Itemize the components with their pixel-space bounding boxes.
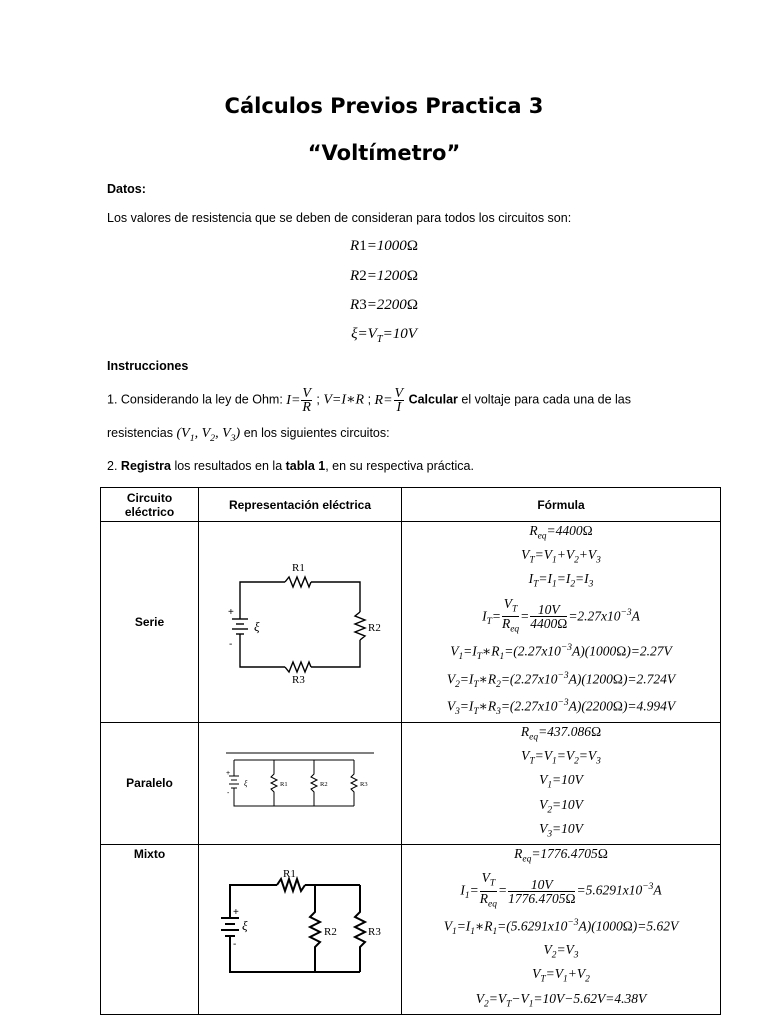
row-label-paralelo: Paralelo bbox=[101, 723, 199, 845]
table-header-row bbox=[101, 488, 721, 522]
table-row-mixto bbox=[101, 844, 721, 1014]
formula-line: $V_3=I_T∗R_3=(2.27x10^{-3}A)(2200\Omega)=4.994V$ bbox=[446, 698, 676, 718]
formula-line: $I_T=$ $\frac{V_T}{R_{eq}}$ = $\frac{10V}{4400\Omega}$ $=2.27x10^{-3}A$ bbox=[482, 595, 640, 635]
circuit-mixto-cell bbox=[199, 844, 402, 1014]
header-representacion: Representación eléctrica bbox=[199, 488, 402, 522]
mixed-circuit-diagram bbox=[215, 867, 385, 992]
header-formula: Fórmula bbox=[402, 488, 721, 522]
formula-line: $V_T=V_1+V_2$ bbox=[532, 966, 590, 986]
step-2-bold-2: tabla 1 bbox=[285, 459, 326, 473]
step-2-suffix: , en su respectiva práctica. bbox=[325, 459, 474, 473]
formula-line: $V_2=V_T-V_1=10V-5.62V=4.38V$ bbox=[475, 990, 647, 1010]
mixed-r2-label: R2 bbox=[324, 925, 337, 938]
formula-line: $V_T=V_1=V_2=V_3$ bbox=[521, 748, 601, 767]
formula-line: $I_T=I_1=I_2=I_3$ bbox=[528, 571, 594, 591]
row-label-mixto: Mixto bbox=[101, 844, 199, 1014]
step-1-line2-prefix: resistencias bbox=[107, 426, 173, 440]
parallel-r3-label: R3 bbox=[360, 781, 368, 789]
mixed-xi-label: ξ bbox=[242, 917, 248, 933]
step-1-line-1: 1. Considerando la ley de Ohm: I= $\frac{V}{R}$ ; V=I∗R ; R= $\frac{V}{I}$ Calcular el voltaje para cada una de las bbox=[107, 386, 631, 415]
value-xi: $\xi=V_T=10V$ bbox=[351, 326, 417, 345]
header-circuito: Circuito eléctrico bbox=[101, 488, 199, 522]
formula-line: $V_3=10V$ bbox=[539, 820, 583, 840]
step-1-line2-suffix: en los siguientes circuitos: bbox=[243, 426, 390, 440]
formula-line: $R_{eq}=4400\Omega$ bbox=[529, 523, 593, 542]
formula-line: $V_T=V_1+V_2+V_3$ bbox=[521, 547, 601, 566]
page-title: Cálculos Previos Practica 3 bbox=[224, 94, 544, 118]
instrucciones-label: Instrucciones bbox=[107, 359, 189, 373]
series-circuit-diagram bbox=[210, 557, 390, 687]
step-2-bold-1: Registra bbox=[120, 459, 171, 473]
step-1-line-2: resistencias ($V_1$, $V_2$, $V_3$) en los siguientes circuitos: bbox=[107, 426, 390, 444]
formula-line: $V_2=I_T∗R_2=(2.27x10^{-3}A)(1200\Omega)=2.724V$ bbox=[446, 670, 676, 690]
mixed-minus-label: - bbox=[233, 938, 237, 950]
datos-label: Datos: bbox=[107, 182, 146, 196]
formula-line: $V_1=I_1∗R_1=(5.6291x10^{-3}A)(1000\Omega)=5.62V$ bbox=[443, 917, 679, 937]
formula-line: $V_2=V_3$ bbox=[543, 942, 579, 961]
formula-line: $V_1=I_T∗R_1=(2.27x10^{-3}A)(1000\Omega)=2.27V$ bbox=[450, 642, 672, 663]
formula-line: $R_{eq}=437.086\Omega$ bbox=[520, 724, 602, 743]
series-r2-label: R2 bbox=[368, 622, 381, 634]
step-1-suffix: el voltaje para cada una de las bbox=[461, 392, 631, 407]
series-plus-label: + bbox=[228, 607, 234, 618]
mixed-plus-label: + bbox=[233, 906, 239, 918]
parallel-r2-label: R2 bbox=[320, 781, 328, 789]
value-r3: R3=2200Ω bbox=[350, 297, 418, 313]
formula-mixto bbox=[402, 844, 721, 1014]
mixed-r1-label: R1 bbox=[283, 867, 296, 880]
step-1-prefix: 1. Considerando la ley de Ohm: bbox=[107, 392, 283, 407]
formula-paralelo bbox=[402, 723, 721, 845]
value-r2: R2=1200Ω bbox=[350, 268, 418, 284]
step-2 bbox=[107, 459, 474, 473]
parallel-minus-label: - bbox=[227, 790, 230, 798]
formula-line: $R_{eq}=1776.4705\Omega$ bbox=[514, 845, 608, 865]
parallel-xi-label: ξ bbox=[244, 779, 248, 789]
parallel-circuit-diagram bbox=[220, 748, 380, 818]
value-r1: R1=1000Ω bbox=[350, 238, 418, 254]
row-label-serie: Serie bbox=[101, 522, 199, 723]
step-2-prefix: 2. bbox=[107, 459, 118, 473]
series-r1-label: R1 bbox=[292, 562, 305, 574]
results-table bbox=[100, 487, 721, 1015]
table-row-serie bbox=[101, 522, 721, 723]
formula-line: $V_1=10V$ bbox=[539, 772, 583, 792]
step-2-mid: los resultados en la bbox=[174, 459, 283, 473]
intro-text: Los valores de resistencia que se deben de consideran para todos los circuitos son: bbox=[107, 211, 572, 225]
step-1-bold: Calcular bbox=[408, 392, 458, 407]
formula-line: $V_2=10V$ bbox=[539, 796, 583, 816]
series-r3-label: R3 bbox=[292, 674, 305, 686]
formula-line: $I_1=$ $\frac{V_T}{R_{eq}}$ = $\frac{10V}{1776.4705\Omega}$ $=5.6291x10^{-3}A$ bbox=[460, 870, 662, 910]
series-minus-label: - bbox=[229, 639, 233, 650]
formula-serie bbox=[402, 522, 721, 723]
parallel-plus-label: + bbox=[226, 770, 231, 778]
series-xi-label: ξ bbox=[254, 619, 260, 634]
mixed-r3-label: R3 bbox=[368, 925, 381, 938]
table-row-paralelo bbox=[101, 723, 721, 845]
circuit-serie-cell bbox=[199, 522, 402, 723]
circuit-paralelo-cell bbox=[199, 723, 402, 845]
parallel-r1-label: R1 bbox=[280, 781, 288, 789]
page-subtitle: “Voltímetro” bbox=[307, 141, 461, 165]
